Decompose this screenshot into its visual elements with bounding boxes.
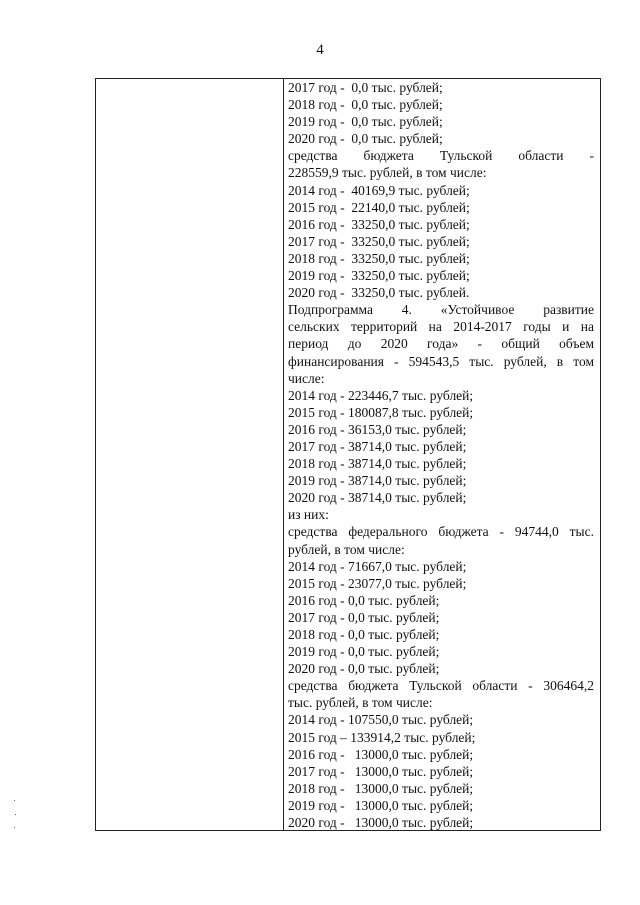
text-line: 2018 год - 13000,0 тыс. рублей; (288, 780, 474, 796)
text-line: период до 2020 года» - общий объем (288, 336, 594, 352)
text-line: 2019 год - 0,0 тыс. рублей; (288, 644, 440, 660)
text-line: 2016 год - 36153,0 тыс. рублей; (288, 421, 467, 437)
text-line: 2016 год - 0,0 тыс. рублей; (288, 592, 440, 608)
text-line: 2014 год - 71667,0 тыс. рублей; (288, 558, 467, 574)
text-line: 2016 год - 33250,0 тыс. рублей; (288, 216, 470, 232)
text-line: 2015 год - 180087,8 тыс. рублей; (288, 404, 474, 420)
table-right-cell (284, 79, 600, 830)
table-left-cell (96, 79, 284, 830)
text-line: сельских территорий на 2014-2017 годы и на (288, 319, 594, 335)
text-line: 2018 год - 38714,0 тыс. рублей; (288, 456, 467, 472)
text-line: средства федерального бюджета - 94744,0 тыс. (288, 524, 594, 540)
text-line: 2014 год - 223446,7 тыс. рублей; (288, 387, 474, 403)
text-line: 2020 год - 38714,0 тыс. рублей; (288, 490, 467, 506)
text-line: 2019 год - 38714,0 тыс. рублей; (288, 473, 467, 489)
text-line: 2018 год - 0,0 тыс. рублей; (288, 627, 440, 642)
text-line: числе: (288, 370, 325, 386)
text-line: финансирования - 594543,5 тыс. рублей, в том (288, 353, 594, 369)
text-line: Подпрограмма 4. «Устойчивое развитие (288, 302, 594, 318)
text-line: 2014 год - 107550,0 тыс. рублей; (288, 712, 474, 728)
scan-specks (14, 800, 17, 830)
text-line: 2018 год - 0,0 тыс. рублей; (288, 97, 443, 113)
text-line: 2015 год – 133914,2 тыс. рублей; (288, 729, 476, 745)
text-line: 2017 год - 38714,0 тыс. рублей; (288, 438, 467, 454)
text-line: 2019 год - 0,0 тыс. рублей; (288, 114, 443, 130)
text-line: 2015 год - 23077,0 тыс. рублей; (288, 575, 467, 591)
text-line: 2017 год - 0,0 тыс. рублей; (288, 80, 443, 95)
text-line: из них: (288, 507, 329, 523)
text-line: тыс. рублей, в том числе: (288, 695, 433, 711)
text-line: 2020 год - 13000,0 тыс. рублей; (288, 815, 474, 831)
text-line: 2014 год - 40169,9 тыс. рублей; (288, 182, 470, 198)
financing-table (95, 78, 601, 831)
text-line: 228559,9 тыс. рублей, в том числе: (288, 165, 487, 181)
text-line: 2020 год - 33250,0 тыс. рублей. (288, 285, 470, 301)
text-line: 2019 год - 13000,0 тыс. рублей; (288, 797, 474, 813)
text-line: 2015 год - 22140,0 тыс. рублей; (288, 199, 470, 215)
text-line: средства бюджета Тульской области - 306464,2 (288, 678, 594, 694)
text-line: 2020 год - 0,0 тыс. рублей; (288, 131, 443, 147)
text-line: 2016 год - 13000,0 тыс. рублей; (288, 746, 474, 762)
text-line: 2019 год - 33250,0 тыс. рублей; (288, 268, 470, 284)
page-number: 4 (316, 42, 324, 58)
text-line: рублей, в том числе: (288, 541, 405, 557)
text-line: 2017 год - 13000,0 тыс. рублей; (288, 763, 474, 779)
text-line: 2017 год - 0,0 тыс. рублей; (288, 609, 440, 625)
text-line: 2017 год - 33250,0 тыс. рублей; (288, 233, 470, 249)
text-line: 2020 год - 0,0 тыс. рублей; (288, 661, 440, 677)
text-line: средства бюджета Тульской области - (288, 148, 594, 164)
text-line: 2018 год - 33250,0 тыс. рублей; (288, 250, 470, 266)
